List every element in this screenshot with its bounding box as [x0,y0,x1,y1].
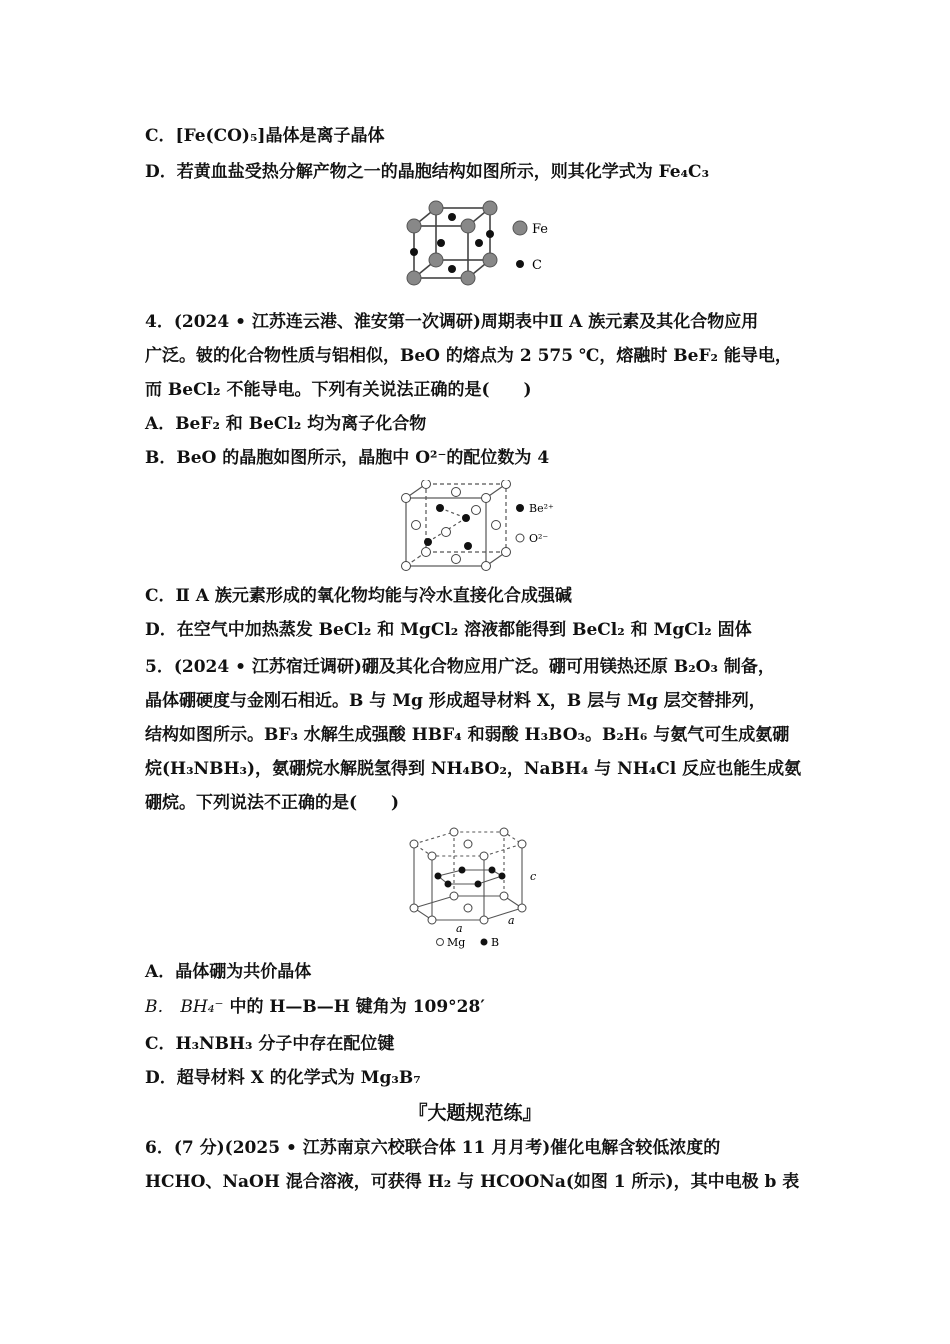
q5-option-d: D．超导材料 X 的化学式为 Mg₃B₇ [145,1068,421,1088]
legend-be: Be²⁺ [529,502,554,515]
axis-c: c [530,870,537,883]
q4-stem-line-1: 4．(2024 • 江苏连云港、淮安第一次调研)周期表中Ⅱ A 族元素及其化合物应用 [145,312,759,332]
legend-o: O²⁻ [529,532,549,545]
q5-option-b [145,995,810,1019]
axis-a-left: a [456,922,463,935]
q6-stem-line-1: 6．(7 分)(2025 • 江苏南京六校联合体 11 月月考)催化电解含较低浓度的 [145,1138,721,1158]
q4-stem-line-3: 而 BeCl₂ 不能导电。下列有关说法正确的是( ) [145,380,532,400]
legend-mg: Mg [447,936,466,949]
q3-option-d: D．若黄血盐受热分解产物之一的晶胞结构如图所示，则其化学式为 Fe₄C₃ [145,162,710,182]
fe-c-crystal-figure [400,196,560,296]
mgb-crystal-figure [404,826,554,950]
q4-option-d: D．在空气中加热蒸发 BeCl₂ 和 MgCl₂ 溶液都能得到 BeCl₂ 和 MgCl₂ 固体 [145,620,752,640]
q4-option-b: B．BeO 的晶胞如图所示，晶胞中 O²⁻的配位数为 4 [145,448,550,468]
legend-fe: Fe [532,222,549,237]
legend-b: B [491,936,500,949]
q5-stem-line-4: 烷(H₃NBH₃)，氨硼烷水解脱氢得到 NH₄BO₂，NaBH₄ 与 NH₄Cl 反应也能生成氨 [145,759,802,779]
q5-option-b-prefix: B． [145,997,175,1017]
axis-a-right: a [508,914,515,927]
q5-stem-line-2: 晶体硼硬度与金刚石相近。B 与 Mg 形成超导材料 X，B 层与 Mg 层交替排列， [145,691,766,711]
q5-option-b-formula: BH₄⁻ [180,997,224,1017]
q5-stem-line-3: 结构如图所示。BF₃ 水解生成强酸 HBF₄ 和弱酸 H₃BO₃。B₂H₆ 与氨气可生成氨硼 [145,725,790,745]
q5-stem-line-1: 5．(2024 • 江苏宿迁调研)硼及其化合物应用广泛。硼可用镁热还原 B₂O₃ 制备， [145,657,775,677]
q5-option-c: C．H₃NBH₃ 分子中存在配位键 [145,1034,395,1054]
section-banner: 『大题规范练』 [408,1102,542,1124]
q5-stem-line-5: 硼烷。下列说法不正确的是( ) [145,793,400,813]
beo-crystal-figure [398,480,568,572]
q4-stem-line-2: 广泛。铍的化合物性质与铝相似，BeO 的熔点为 2 575 ℃，熔融时 BeF₂ 能导电， [145,346,792,366]
q5-option-b-text: 中的 H—B—H 键角为 109°28′ [229,997,485,1017]
legend-c: C [532,258,542,273]
q6-stem-line-2: HCHO、NaOH 混合溶液，可获得 H₂ 与 HCOONa(如图 1 所示)，其中电极 b 表 [145,1172,800,1192]
q4-option-c: C．Ⅱ A 族元素形成的氧化物均能与冷水直接化合成强碱 [145,586,572,606]
q5-option-a: A．晶体硼为共价晶体 [145,962,312,982]
q3-option-c: C．[Fe(CO)₅]晶体是离子晶体 [145,126,385,146]
q4-option-a: A．BeF₂ 和 BeCl₂ 均为离子化合物 [145,414,427,434]
